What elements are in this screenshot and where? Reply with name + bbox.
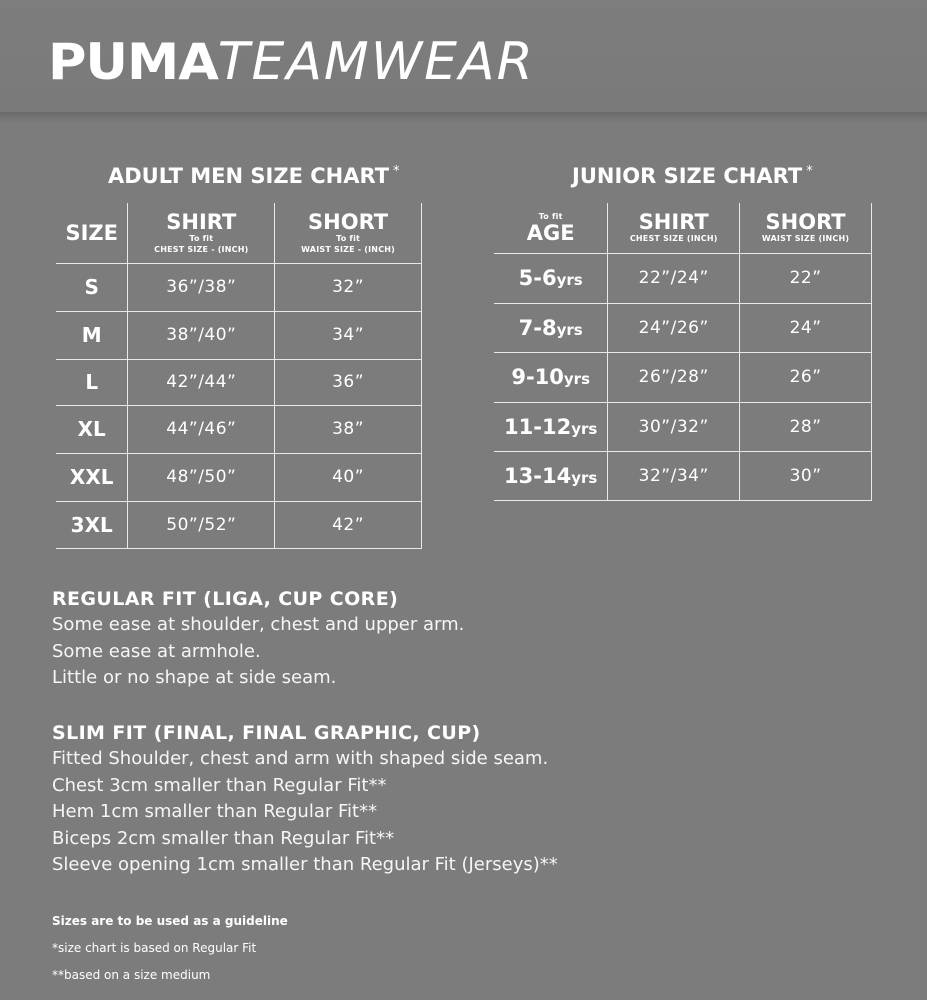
table-row [56, 405, 422, 453]
brand-puma: PUMA [48, 33, 218, 91]
chest-cell: 36”/38” [128, 263, 275, 311]
junior-header-short: SHORT WAIST SIZE (INCH) [740, 203, 872, 253]
chest-cell: 22”/24” [608, 253, 740, 303]
adult-chart-title [108, 164, 400, 188]
regular-fit-line: Some ease at armhole. [52, 640, 261, 662]
age-cell: 9-10yrs [494, 352, 608, 402]
junior-title-text: JUNIOR SIZE CHART [572, 164, 803, 188]
waist-cell: 28” [740, 402, 872, 451]
waist-cell: 24” [740, 303, 872, 352]
table-row [494, 352, 872, 402]
brand-teamwear: TEAMWEAR [217, 32, 535, 92]
guideline-note: Sizes are to be used as a guideline [52, 914, 288, 928]
waist-cell: 38” [275, 405, 422, 453]
table-row [56, 501, 422, 548]
header-divider [0, 112, 927, 124]
regular-fit-section [52, 586, 464, 692]
size-cell: L [56, 359, 128, 405]
age-cell: 7-8yrs [494, 303, 608, 352]
chest-cell: 50”/52” [128, 501, 275, 548]
slim-fit-line: Biceps 2cm smaller than Regular Fit** [52, 827, 395, 849]
junior-title-star: * [806, 164, 813, 179]
waist-cell: 26” [740, 352, 872, 402]
table-row [56, 359, 422, 405]
chest-cell: 32”/34” [608, 451, 740, 500]
junior-header-age: To fit AGE [494, 203, 608, 253]
table-row [494, 253, 872, 303]
table-row [494, 303, 872, 352]
regular-fit-title: REGULAR FIT (LIGA, CUP CORE) [52, 588, 399, 610]
brand-logo [48, 34, 535, 90]
waist-cell: 32” [275, 263, 422, 311]
regular-fit-line: Some ease at shoulder, chest and upper arm. [52, 614, 465, 635]
junior-chart-title [572, 164, 813, 188]
size-cell: XL [56, 405, 128, 453]
size-cell: XXL [56, 453, 128, 501]
table-row [56, 263, 422, 311]
footnote-size-medium: **based on a size medium [52, 968, 211, 982]
waist-cell: 34” [275, 311, 422, 359]
adult-title-star: * [393, 164, 400, 179]
adult-header-shirt: SHIRT To fit CHEST SIZE - (INCH) [128, 203, 275, 263]
junior-header-shirt: SHIRT CHEST SIZE (INCH) [608, 203, 740, 253]
size-cell: 3XL [56, 501, 128, 548]
waist-cell: 22” [740, 253, 872, 303]
slim-fit-section [52, 720, 558, 879]
slim-fit-line: Sleeve opening 1cm smaller than Regular Fit (Jerseys)** [52, 854, 558, 875]
adult-size-table [56, 203, 422, 549]
slim-fit-line: Hem 1cm smaller than Regular Fit** [52, 801, 378, 822]
junior-header-row [494, 203, 872, 253]
chest-cell: 38”/40” [128, 311, 275, 359]
age-cell: 5-6yrs [494, 253, 608, 303]
chest-cell: 42”/44” [128, 359, 275, 405]
chest-cell: 30”/32” [608, 402, 740, 451]
waist-cell: 40” [275, 453, 422, 501]
adult-header-row [56, 203, 422, 263]
junior-size-table [494, 203, 872, 501]
chest-cell: 24”/26” [608, 303, 740, 352]
table-row [56, 453, 422, 501]
slim-fit-line: Fitted Shoulder, chest and arm with shaped side seam. [52, 748, 549, 769]
slim-fit-line: Chest 3cm smaller than Regular Fit** [52, 774, 387, 796]
regular-fit-line: Little or no shape at side seam. [52, 667, 337, 688]
waist-cell: 36” [275, 359, 422, 405]
size-cell: S [56, 263, 128, 311]
slim-fit-title: SLIM FIT (FINAL, FINAL GRAPHIC, CUP) [52, 722, 481, 744]
adult-header-short: SHORT To fit WAIST SIZE - (INCH) [275, 203, 422, 263]
table-row [494, 402, 872, 451]
age-cell: 11-12yrs [494, 402, 608, 451]
chest-cell: 48”/50” [128, 453, 275, 501]
age-cell: 13-14yrs [494, 451, 608, 500]
footnote-regular-fit: *size chart is based on Regular Fit [52, 941, 257, 955]
waist-cell: 30” [740, 451, 872, 500]
footnotes [52, 908, 288, 989]
chest-cell: 44”/46” [128, 405, 275, 453]
adult-header-size: SIZE [56, 203, 128, 263]
table-row [56, 311, 422, 359]
waist-cell: 42” [275, 501, 422, 548]
chest-cell: 26”/28” [608, 352, 740, 402]
table-row [494, 451, 872, 500]
size-cell: M [56, 311, 128, 359]
adult-title-text: ADULT MEN SIZE CHART [108, 164, 390, 188]
